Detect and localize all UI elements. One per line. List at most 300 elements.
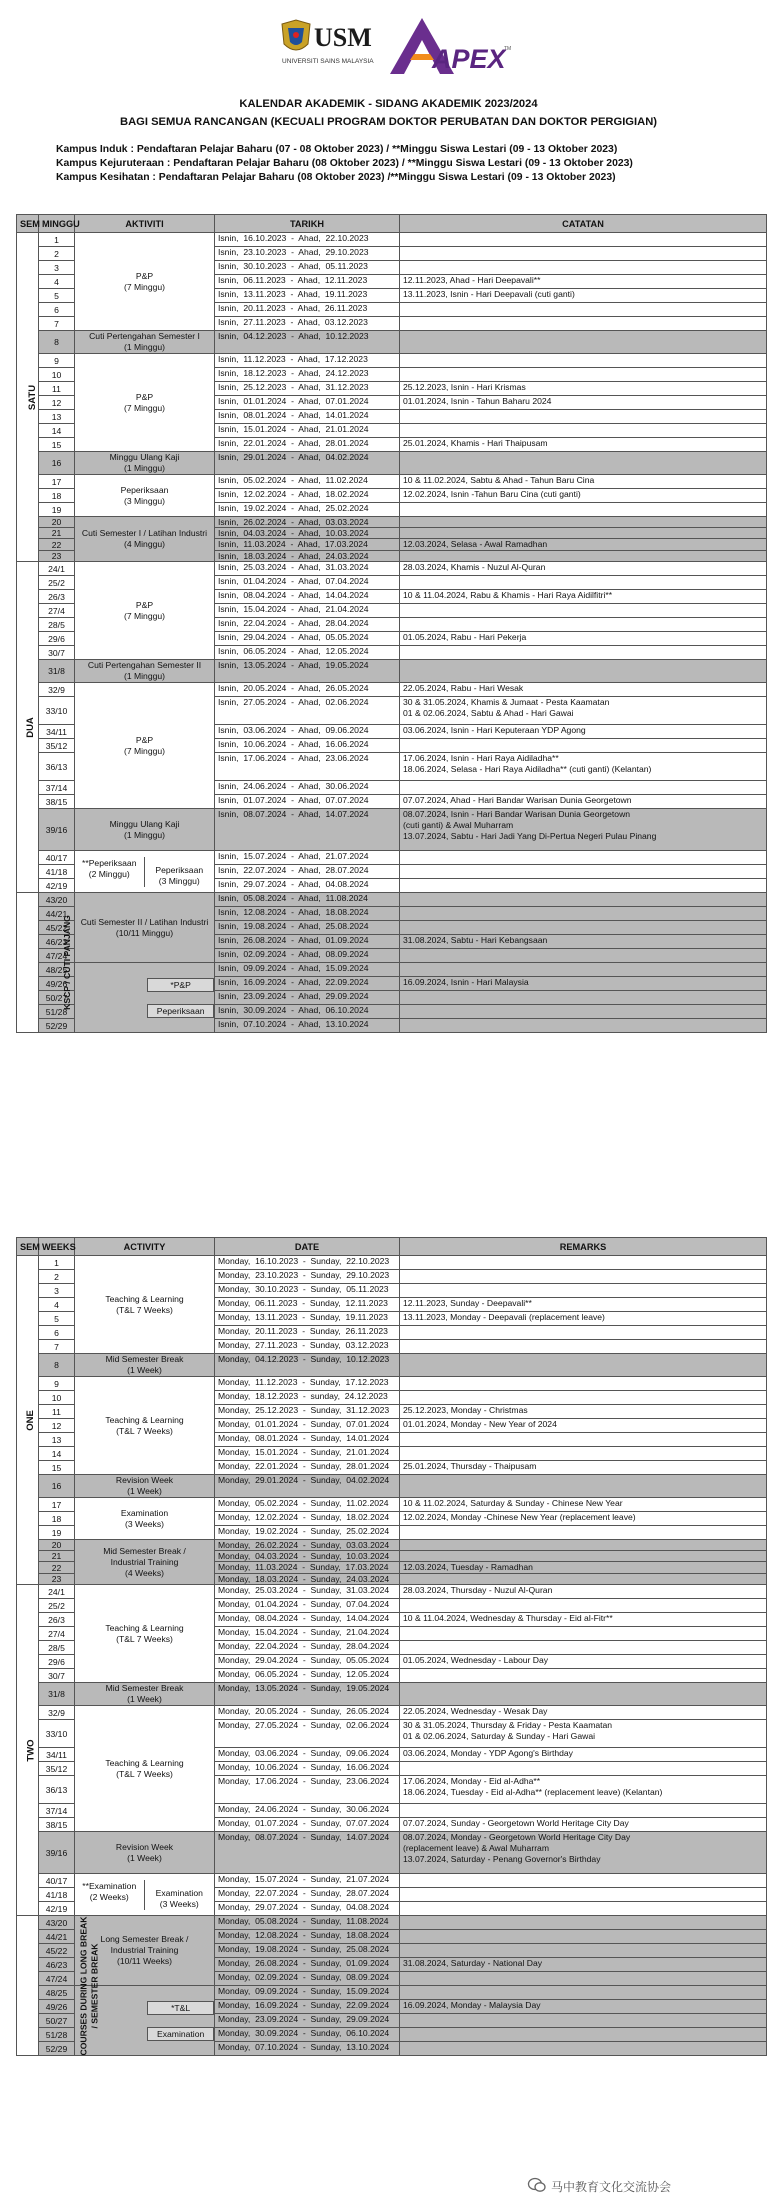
- remarks-cell: 01.01.2024, Isnin - Tahun Baharu 2024: [400, 396, 767, 410]
- week-row: [17, 1706, 767, 1720]
- date-range: Isnin, 23.10.2023 - Ahad, 29.10.2023: [215, 247, 400, 261]
- remarks-cell: [400, 551, 767, 562]
- date-range: Isnin, 03.06.2024 - Ahad, 09.06.2024: [215, 725, 400, 739]
- week-row: [17, 1874, 767, 1888]
- activity-cell: P&P (7 Minggu): [75, 233, 215, 331]
- week-number: 31/8: [39, 660, 75, 683]
- campus-line-3: Kampus Kesihatan : Pendaftaran Pelajar Baharu (08 Oktober 2023) /**Minggu Siswa Lestari (09 - 13 Oktober 2023): [56, 172, 616, 183]
- exam-2weeks: **Peperiksaan (2 Minggu): [75, 857, 145, 887]
- remarks-cell: 28.03.2024, Khamis - Nuzul Al-Quran: [400, 562, 767, 576]
- usm-logo: [278, 18, 378, 71]
- date-range: Monday, 29.07.2024 - Sunday, 04.08.2024: [215, 1902, 400, 1916]
- week-number: 51/28: [39, 2028, 75, 2042]
- week-number: 20: [39, 517, 75, 528]
- date-range: Monday, 15.07.2024 - Sunday, 21.07.2024: [215, 1874, 400, 1888]
- remarks-cell: [400, 368, 767, 382]
- date-range: Monday, 20.05.2024 - Sunday, 26.05.2024: [215, 1706, 400, 1720]
- remarks-cell: 22.05.2024, Wednesday - Wesak Day: [400, 1706, 767, 1720]
- remarks-cell: 03.06.2024, Isnin - Hari Keputeraan YDP Agong: [400, 725, 767, 739]
- semester-label: SATU: [17, 233, 39, 562]
- remarks-cell: 03.06.2024, Monday - YDP Agong's Birthday: [400, 1748, 767, 1762]
- week-number: 2: [39, 247, 75, 261]
- svg-text:UNIVERSITI SAINS MALAYSIA: UNIVERSITI SAINS MALAYSIA: [282, 58, 374, 65]
- week-number: 36/13: [39, 753, 75, 781]
- date-range: Isnin, 04.03.2024 - Ahad, 10.03.2024: [215, 528, 400, 539]
- date-range: Monday, 22.04.2024 - Sunday, 28.04.2024: [215, 1641, 400, 1655]
- week-number: 42/19: [39, 1902, 75, 1916]
- week-number: 10: [39, 368, 75, 382]
- week-number: 32/9: [39, 1706, 75, 1720]
- remarks-cell: 10 & 11.04.2024, Rabu & Khamis - Hari Raya Aidilfitri**: [400, 590, 767, 604]
- remarks-cell: 22.05.2024, Rabu - Hari Wesak: [400, 683, 767, 697]
- remarks-cell: [400, 879, 767, 893]
- week-number: 2: [39, 1270, 75, 1284]
- date-range: Isnin, 08.07.2024 - Ahad, 14.07.2024: [215, 809, 400, 851]
- week-number: 36/13: [39, 1776, 75, 1804]
- week-row: [17, 1354, 767, 1377]
- week-number: 7: [39, 1340, 75, 1354]
- header-cell: SEM: [17, 215, 39, 233]
- remarks-cell: [400, 1669, 767, 1683]
- remarks-cell: [400, 1340, 767, 1354]
- week-row: [17, 475, 767, 489]
- week-number: 7: [39, 317, 75, 331]
- date-range: Isnin, 11.03.2024 - Ahad, 17.03.2024: [215, 539, 400, 551]
- remarks-cell: 31.08.2024, Sabtu - Hari Kebangsaan: [400, 935, 767, 949]
- remarks-cell: [400, 1641, 767, 1655]
- remarks-cell: [400, 528, 767, 539]
- date-range: Isnin, 15.01.2024 - Ahad, 21.01.2024: [215, 424, 400, 438]
- date-range: Isnin, 27.11.2023 - Ahad, 03.12.2023: [215, 317, 400, 331]
- week-number: 28/5: [39, 1641, 75, 1655]
- week-number: 26/3: [39, 1613, 75, 1627]
- date-range: Isnin, 17.06.2024 - Ahad, 23.06.2024: [215, 753, 400, 781]
- date-range: Monday, 16.10.2023 - Sunday, 22.10.2023: [215, 1256, 400, 1270]
- date-range: Isnin, 15.07.2024 - Ahad, 21.07.2024: [215, 851, 400, 865]
- remarks-cell: [400, 452, 767, 475]
- week-number: 50/27: [39, 2014, 75, 2028]
- week-number: 44/21: [39, 1930, 75, 1944]
- date-range: Isnin, 29.04.2024 - Ahad, 05.05.2024: [215, 632, 400, 646]
- remarks-cell: [400, 1019, 767, 1033]
- week-number: 49/26: [39, 977, 75, 991]
- date-range: Monday, 01.04.2024 - Sunday, 07.04.2024: [215, 1599, 400, 1613]
- activity-cell: P&P (7 Minggu): [75, 562, 215, 660]
- date-range: Monday, 23.10.2023 - Sunday, 29.10.2023: [215, 1270, 400, 1284]
- header-cell: REMARKS: [400, 1238, 767, 1256]
- week-number: 8: [39, 331, 75, 354]
- date-range: Isnin, 27.05.2024 - Ahad, 02.06.2024: [215, 697, 400, 725]
- date-range: Isnin, 12.08.2024 - Ahad, 18.08.2024: [215, 907, 400, 921]
- week-number: 39/16: [39, 809, 75, 851]
- remarks-cell: [400, 1284, 767, 1298]
- date-range: Isnin, 26.08.2024 - Ahad, 01.09.2024: [215, 935, 400, 949]
- activity-cell: Teaching & Learning (T&L 7 Weeks): [75, 1706, 215, 1832]
- semester-label: ONE: [17, 1256, 39, 1585]
- remarks-cell: 13.11.2023, Isnin - Hari Deepavali (cuti ganti): [400, 289, 767, 303]
- week-number: 31/8: [39, 1683, 75, 1706]
- remarks-cell: [400, 949, 767, 963]
- remarks-cell: 01.05.2024, Wednesday - Labour Day: [400, 1655, 767, 1669]
- activity-cell: Teaching & Learning (T&L 7 Weeks): [75, 1256, 215, 1354]
- week-number: 30/7: [39, 646, 75, 660]
- week-number: 23: [39, 551, 75, 562]
- remarks-cell: [400, 1944, 767, 1958]
- remarks-cell: 12.03.2024, Tuesday - Ramadhan: [400, 1562, 767, 1574]
- date-range: Monday, 23.09.2024 - Sunday, 29.09.2024: [215, 2014, 400, 2028]
- date-range: Monday, 07.10.2024 - Sunday, 13.10.2024: [215, 2042, 400, 2056]
- week-number: 1: [39, 1256, 75, 1270]
- week-row: [17, 851, 767, 865]
- remarks-cell: [400, 1377, 767, 1391]
- remarks-cell: [400, 247, 767, 261]
- week-number: 18: [39, 489, 75, 503]
- remarks-cell: [400, 1433, 767, 1447]
- week-row: [17, 1683, 767, 1706]
- remarks-cell: [400, 1986, 767, 2000]
- date-range: Monday, 27.11.2023 - Sunday, 03.12.2023: [215, 1340, 400, 1354]
- week-row: [17, 1540, 767, 1551]
- remarks-cell: [400, 2028, 767, 2042]
- date-range: Isnin, 22.07.2024 - Ahad, 28.07.2024: [215, 865, 400, 879]
- date-range: Isnin, 02.09.2024 - Ahad, 08.09.2024: [215, 949, 400, 963]
- date-range: Monday, 08.01.2024 - Sunday, 14.01.2024: [215, 1433, 400, 1447]
- date-range: Monday, 22.07.2024 - Sunday, 28.07.2024: [215, 1888, 400, 1902]
- semester-label: KSCP / CUTI PANJANG: [17, 893, 39, 1033]
- week-number: 15: [39, 438, 75, 452]
- week-number: 35/12: [39, 739, 75, 753]
- week-number: 8: [39, 1354, 75, 1377]
- week-number: 12: [39, 1419, 75, 1433]
- remarks-cell: 08.07.2024, Monday - Georgetown World Heritage City Day (replacement leave) & Awal Muharram 13.07.2024, Saturday - Penang Governor's Birthday: [400, 1832, 767, 1874]
- date-range: Monday, 15.01.2024 - Sunday, 21.01.2024: [215, 1447, 400, 1461]
- activity-cell: Mid Semester Break / Industrial Training (4 Weeks): [75, 1540, 215, 1585]
- week-number: 3: [39, 1284, 75, 1298]
- date-range: Isnin, 05.02.2024 - Ahad, 11.02.2024: [215, 475, 400, 489]
- activity-cell: Minggu Ulang Kaji (1 Minggu): [75, 809, 215, 851]
- week-row: [17, 331, 767, 354]
- week-row: [17, 1916, 767, 1930]
- date-range: Isnin, 20.05.2024 - Ahad, 26.05.2024: [215, 683, 400, 697]
- week-number: 17: [39, 475, 75, 489]
- date-range: Isnin, 29.01.2024 - Ahad, 04.02.2024: [215, 452, 400, 475]
- week-number: 33/10: [39, 697, 75, 725]
- week-number: 17: [39, 1498, 75, 1512]
- remarks-cell: [400, 1930, 767, 1944]
- week-number: 15: [39, 1461, 75, 1475]
- activity-cell: Peperiksaan (3 Minggu): [75, 475, 215, 517]
- wechat-icon: [528, 2177, 546, 2196]
- week-number: 4: [39, 1298, 75, 1312]
- date-range: Monday, 26.08.2024 - Sunday, 01.09.2024: [215, 1958, 400, 1972]
- date-range: Monday, 19.08.2024 - Sunday, 25.08.2024: [215, 1944, 400, 1958]
- calendar-table-malay: [16, 214, 767, 1033]
- week-row: [17, 1475, 767, 1498]
- week-number: 27/4: [39, 1627, 75, 1641]
- activity-cell: Examination (3 Weeks): [75, 1498, 215, 1540]
- remarks-cell: [400, 2042, 767, 2056]
- date-range: Isnin, 12.02.2024 - Ahad, 18.02.2024: [215, 489, 400, 503]
- week-number: 5: [39, 1312, 75, 1326]
- remarks-cell: 01.05.2024, Rabu - Hari Pekerja: [400, 632, 767, 646]
- remarks-cell: [400, 1916, 767, 1930]
- remarks-cell: [400, 1391, 767, 1405]
- week-number: 10: [39, 1391, 75, 1405]
- week-number: 21: [39, 528, 75, 539]
- exam-box: Peperiksaan: [147, 1004, 214, 1018]
- short-course-cell: [75, 963, 215, 1033]
- exam-split-cell: [75, 851, 215, 893]
- campus-line-2: Kampus Kejuruteraan : Pendaftaran Pelajar Baharu (08 Oktober 2023) / **Minggu Siswa Lestari (09 - 13 Oktober 2023): [56, 158, 633, 169]
- week-number: 43/20: [39, 893, 75, 907]
- week-number: 13: [39, 1433, 75, 1447]
- header-cell: CATATAN: [400, 215, 767, 233]
- week-number: 19: [39, 1526, 75, 1540]
- week-row: [17, 233, 767, 247]
- remarks-cell: [400, 1627, 767, 1641]
- date-range: Monday, 24.06.2024 - Sunday, 30.06.2024: [215, 1804, 400, 1818]
- date-range: Isnin, 24.06.2024 - Ahad, 30.06.2024: [215, 781, 400, 795]
- week-number: 18: [39, 1512, 75, 1526]
- long-break-cell: Cuti Semester II / Latihan Industri (10/11 Minggu): [75, 893, 215, 963]
- remarks-cell: [400, 907, 767, 921]
- week-number: 46/23: [39, 935, 75, 949]
- week-number: 23: [39, 1574, 75, 1585]
- exam-box: Examination: [147, 2027, 214, 2041]
- date-range: Monday, 12.08.2024 - Sunday, 18.08.2024: [215, 1930, 400, 1944]
- date-range: Monday, 03.06.2024 - Sunday, 09.06.2024: [215, 1748, 400, 1762]
- date-range: Isnin, 15.04.2024 - Ahad, 21.04.2024: [215, 604, 400, 618]
- week-number: 44/21: [39, 907, 75, 921]
- date-range: Isnin, 11.12.2023 - Ahad, 17.12.2023: [215, 354, 400, 368]
- date-range: Isnin, 29.07.2024 - Ahad, 04.08.2024: [215, 879, 400, 893]
- week-number: 13: [39, 410, 75, 424]
- exam-2weeks: **Examination (2 Weeks): [75, 1880, 145, 1910]
- date-range: Isnin, 18.03.2024 - Ahad, 24.03.2024: [215, 551, 400, 562]
- week-row: [17, 963, 767, 977]
- date-range: Isnin, 07.10.2024 - Ahad, 13.10.2024: [215, 1019, 400, 1033]
- remarks-cell: [400, 604, 767, 618]
- date-range: Monday, 27.05.2024 - Sunday, 02.06.2024: [215, 1720, 400, 1748]
- week-number: 1: [39, 233, 75, 247]
- date-range: Isnin, 08.04.2024 - Ahad, 14.04.2024: [215, 590, 400, 604]
- date-range: Monday, 10.06.2024 - Sunday, 16.06.2024: [215, 1762, 400, 1776]
- week-number: 37/14: [39, 781, 75, 795]
- date-range: Isnin, 22.01.2024 - Ahad, 28.01.2024: [215, 438, 400, 452]
- remarks-cell: [400, 660, 767, 683]
- week-number: 30/7: [39, 1669, 75, 1683]
- remarks-cell: [400, 1005, 767, 1019]
- remarks-cell: 25.12.2023, Isnin - Hari Krismas: [400, 382, 767, 396]
- week-number: 5: [39, 289, 75, 303]
- remarks-cell: 12.02.2024, Isnin -Tahun Baru Cina (cuti ganti): [400, 489, 767, 503]
- week-number: 9: [39, 354, 75, 368]
- activity-cell: Mid Semester Break (1 Week): [75, 1354, 215, 1377]
- date-range: Isnin, 18.12.2023 - Ahad, 24.12.2023: [215, 368, 400, 382]
- remarks-cell: 07.07.2024, Ahad - Hari Bandar Warisan Dunia Georgetown: [400, 795, 767, 809]
- week-number: 38/15: [39, 1818, 75, 1832]
- week-number: 47/24: [39, 1972, 75, 1986]
- date-range: Monday, 30.10.2023 - Sunday, 05.11.2023: [215, 1284, 400, 1298]
- week-number: 41/18: [39, 865, 75, 879]
- date-range: Monday, 06.11.2023 - Sunday, 12.11.2023: [215, 1298, 400, 1312]
- activity-cell: Teaching & Learning (T&L 7 Weeks): [75, 1585, 215, 1683]
- long-break-cell: Long Semester Break / Industrial Training (10/11 Weeks): [75, 1916, 215, 1986]
- remarks-cell: [400, 331, 767, 354]
- activity-cell: Teaching & Learning (T&L 7 Weeks): [75, 1377, 215, 1475]
- remarks-cell: [400, 317, 767, 331]
- remarks-cell: [400, 1256, 767, 1270]
- remarks-cell: [400, 1888, 767, 1902]
- week-number: 27/4: [39, 604, 75, 618]
- date-range: Isnin, 08.01.2024 - Ahad, 14.01.2024: [215, 410, 400, 424]
- remarks-cell: [400, 1599, 767, 1613]
- remarks-cell: [400, 1551, 767, 1562]
- svg-text:APEX: APEX: [432, 44, 506, 74]
- remarks-cell: [400, 963, 767, 977]
- date-range: Monday, 11.03.2024 - Sunday, 17.03.2024: [215, 1562, 400, 1574]
- week-number: 14: [39, 424, 75, 438]
- week-number: 26/3: [39, 590, 75, 604]
- week-row: [17, 452, 767, 475]
- semester-label: TWO: [17, 1585, 39, 1916]
- remarks-cell: [400, 921, 767, 935]
- date-range: Monday, 30.09.2024 - Sunday, 06.10.2024: [215, 2028, 400, 2042]
- week-row: [17, 1832, 767, 1874]
- date-range: Isnin, 25.03.2024 - Ahad, 31.03.2024: [215, 562, 400, 576]
- week-number: 52/29: [39, 1019, 75, 1033]
- semester-label: COURSES DURING LONG BREAK / SEMESTER BREAK: [17, 1916, 39, 2056]
- date-range: Isnin, 10.06.2024 - Ahad, 16.06.2024: [215, 739, 400, 753]
- week-number: 29/6: [39, 632, 75, 646]
- week-number: 41/18: [39, 1888, 75, 1902]
- week-row: [17, 354, 767, 368]
- remarks-cell: [400, 1526, 767, 1540]
- date-range: Monday, 04.12.2023 - Sunday, 10.12.2023: [215, 1354, 400, 1377]
- remarks-cell: 10 & 11.02.2024, Sabtu & Ahad - Tahun Baru Cina: [400, 475, 767, 489]
- remarks-cell: [400, 1804, 767, 1818]
- date-range: Isnin, 06.05.2024 - Ahad, 12.05.2024: [215, 646, 400, 660]
- remarks-cell: 28.03.2024, Thursday - Nuzul Al-Quran: [400, 1585, 767, 1599]
- week-row: [17, 562, 767, 576]
- date-range: Monday, 01.07.2024 - Sunday, 07.07.2024: [215, 1818, 400, 1832]
- date-range: Monday, 02.09.2024 - Sunday, 08.09.2024: [215, 1972, 400, 1986]
- week-row: [17, 893, 767, 907]
- remarks-cell: [400, 646, 767, 660]
- remarks-cell: 01.01.2024, Monday - New Year of 2024: [400, 1419, 767, 1433]
- date-range: Monday, 25.12.2023 - Sunday, 31.12.2023: [215, 1405, 400, 1419]
- date-range: Monday, 05.08.2024 - Sunday, 11.08.2024: [215, 1916, 400, 1930]
- date-range: Monday, 08.04.2024 - Sunday, 14.04.2024: [215, 1613, 400, 1627]
- week-number: 40/17: [39, 851, 75, 865]
- activity-cell: Revision Week (1 Week): [75, 1475, 215, 1498]
- week-number: 46/23: [39, 1958, 75, 1972]
- remarks-cell: 10 & 11.02.2024, Saturday & Sunday - Chinese New Year: [400, 1498, 767, 1512]
- week-row: [17, 517, 767, 528]
- date-range: Isnin, 26.02.2024 - Ahad, 03.03.2024: [215, 517, 400, 528]
- remarks-cell: 07.07.2024, Sunday - Georgetown World Heritage City Day: [400, 1818, 767, 1832]
- svg-text:TM: TM: [504, 46, 512, 52]
- week-number: 42/19: [39, 879, 75, 893]
- week-row: [17, 1585, 767, 1599]
- remarks-cell: [400, 1972, 767, 1986]
- week-number: 51/28: [39, 1005, 75, 1019]
- week-number: 22: [39, 539, 75, 551]
- date-range: Monday, 13.11.2023 - Sunday, 19.11.2023: [215, 1312, 400, 1326]
- remarks-cell: [400, 1326, 767, 1340]
- week-number: 12: [39, 396, 75, 410]
- apex-logo: [386, 16, 516, 81]
- date-range: Isnin, 30.10.2023 - Ahad, 05.11.2023: [215, 261, 400, 275]
- crest-icon: [282, 20, 310, 50]
- header-cell: MINGGU: [39, 215, 75, 233]
- remarks-cell: [400, 865, 767, 879]
- date-range: Monday, 19.02.2024 - Sunday, 25.02.2024: [215, 1526, 400, 1540]
- remarks-cell: [400, 618, 767, 632]
- week-number: 25/2: [39, 576, 75, 590]
- remarks-cell: [400, 1447, 767, 1461]
- week-number: 22: [39, 1562, 75, 1574]
- remarks-cell: [400, 991, 767, 1005]
- date-range: Isnin, 25.12.2023 - Ahad, 31.12.2023: [215, 382, 400, 396]
- date-range: Isnin, 09.09.2024 - Ahad, 15.09.2024: [215, 963, 400, 977]
- week-number: 40/17: [39, 1874, 75, 1888]
- week-number: 37/14: [39, 1804, 75, 1818]
- week-number: 48/25: [39, 963, 75, 977]
- week-number: 38/15: [39, 795, 75, 809]
- activity-cell: Mid Semester Break (1 Week): [75, 1683, 215, 1706]
- remarks-cell: [400, 893, 767, 907]
- week-number: 16: [39, 1475, 75, 1498]
- date-range: Monday, 09.09.2024 - Sunday, 15.09.2024: [215, 1986, 400, 2000]
- header-cell: DATE: [215, 1238, 400, 1256]
- remarks-cell: 25.01.2024, Khamis - Hari Thaipusam: [400, 438, 767, 452]
- date-range: Isnin, 22.04.2024 - Ahad, 28.04.2024: [215, 618, 400, 632]
- remarks-cell: [400, 576, 767, 590]
- date-range: Isnin, 04.12.2023 - Ahad, 10.12.2023: [215, 331, 400, 354]
- date-range: Monday, 16.09.2024 - Sunday, 22.09.2024: [215, 2000, 400, 2014]
- week-number: 24/1: [39, 562, 75, 576]
- title-1: KALENDAR AKADEMIK - SIDANG AKADEMIK 2023/2024: [239, 98, 538, 110]
- remarks-cell: 12.03.2024, Selasa - Awal Ramadhan: [400, 539, 767, 551]
- date-range: Isnin, 20.11.2023 - Ahad, 26.11.2023: [215, 303, 400, 317]
- remarks-cell: [400, 1354, 767, 1377]
- remarks-cell: 25.01.2024, Thursday - Thaipusam: [400, 1461, 767, 1475]
- week-number: 43/20: [39, 1916, 75, 1930]
- remarks-cell: 25.12.2023, Monday - Christmas: [400, 1405, 767, 1419]
- date-range: Isnin, 16.09.2024 - Ahad, 22.09.2024: [215, 977, 400, 991]
- week-number: 35/12: [39, 1762, 75, 1776]
- header-cell: AKTIVITI: [75, 215, 215, 233]
- date-range: Monday, 11.12.2023 - Sunday, 17.12.2023: [215, 1377, 400, 1391]
- date-range: Monday, 08.07.2024 - Sunday, 14.07.2024: [215, 1832, 400, 1874]
- remarks-cell: 30 & 31.05.2024, Thursday & Friday - Pesta Kaamatan 01 & 02.06.2024, Saturday & Sunday - Hari Gawai: [400, 1720, 767, 1748]
- date-range: Isnin, 05.08.2024 - Ahad, 11.08.2024: [215, 893, 400, 907]
- date-range: Monday, 04.03.2024 - Sunday, 10.03.2024: [215, 1551, 400, 1562]
- date-range: Monday, 25.03.2024 - Sunday, 31.03.2024: [215, 1585, 400, 1599]
- week-number: 6: [39, 1326, 75, 1340]
- week-number: 33/10: [39, 1720, 75, 1748]
- week-number: 32/9: [39, 683, 75, 697]
- date-range: Monday, 18.12.2023 - sunday, 24.12.2023: [215, 1391, 400, 1405]
- date-range: Monday, 01.01.2024 - Sunday, 07.01.2024: [215, 1419, 400, 1433]
- title-2: BAGI SEMUA RANCANGAN (KECUALI PROGRAM DOKTOR PERUBATAN DAN DOKTOR PERGIGIAN): [120, 116, 657, 128]
- week-row: [17, 1986, 767, 2000]
- date-range: Isnin, 19.08.2024 - Ahad, 25.08.2024: [215, 921, 400, 935]
- remarks-cell: [400, 303, 767, 317]
- remarks-cell: [400, 1902, 767, 1916]
- week-row: [17, 809, 767, 851]
